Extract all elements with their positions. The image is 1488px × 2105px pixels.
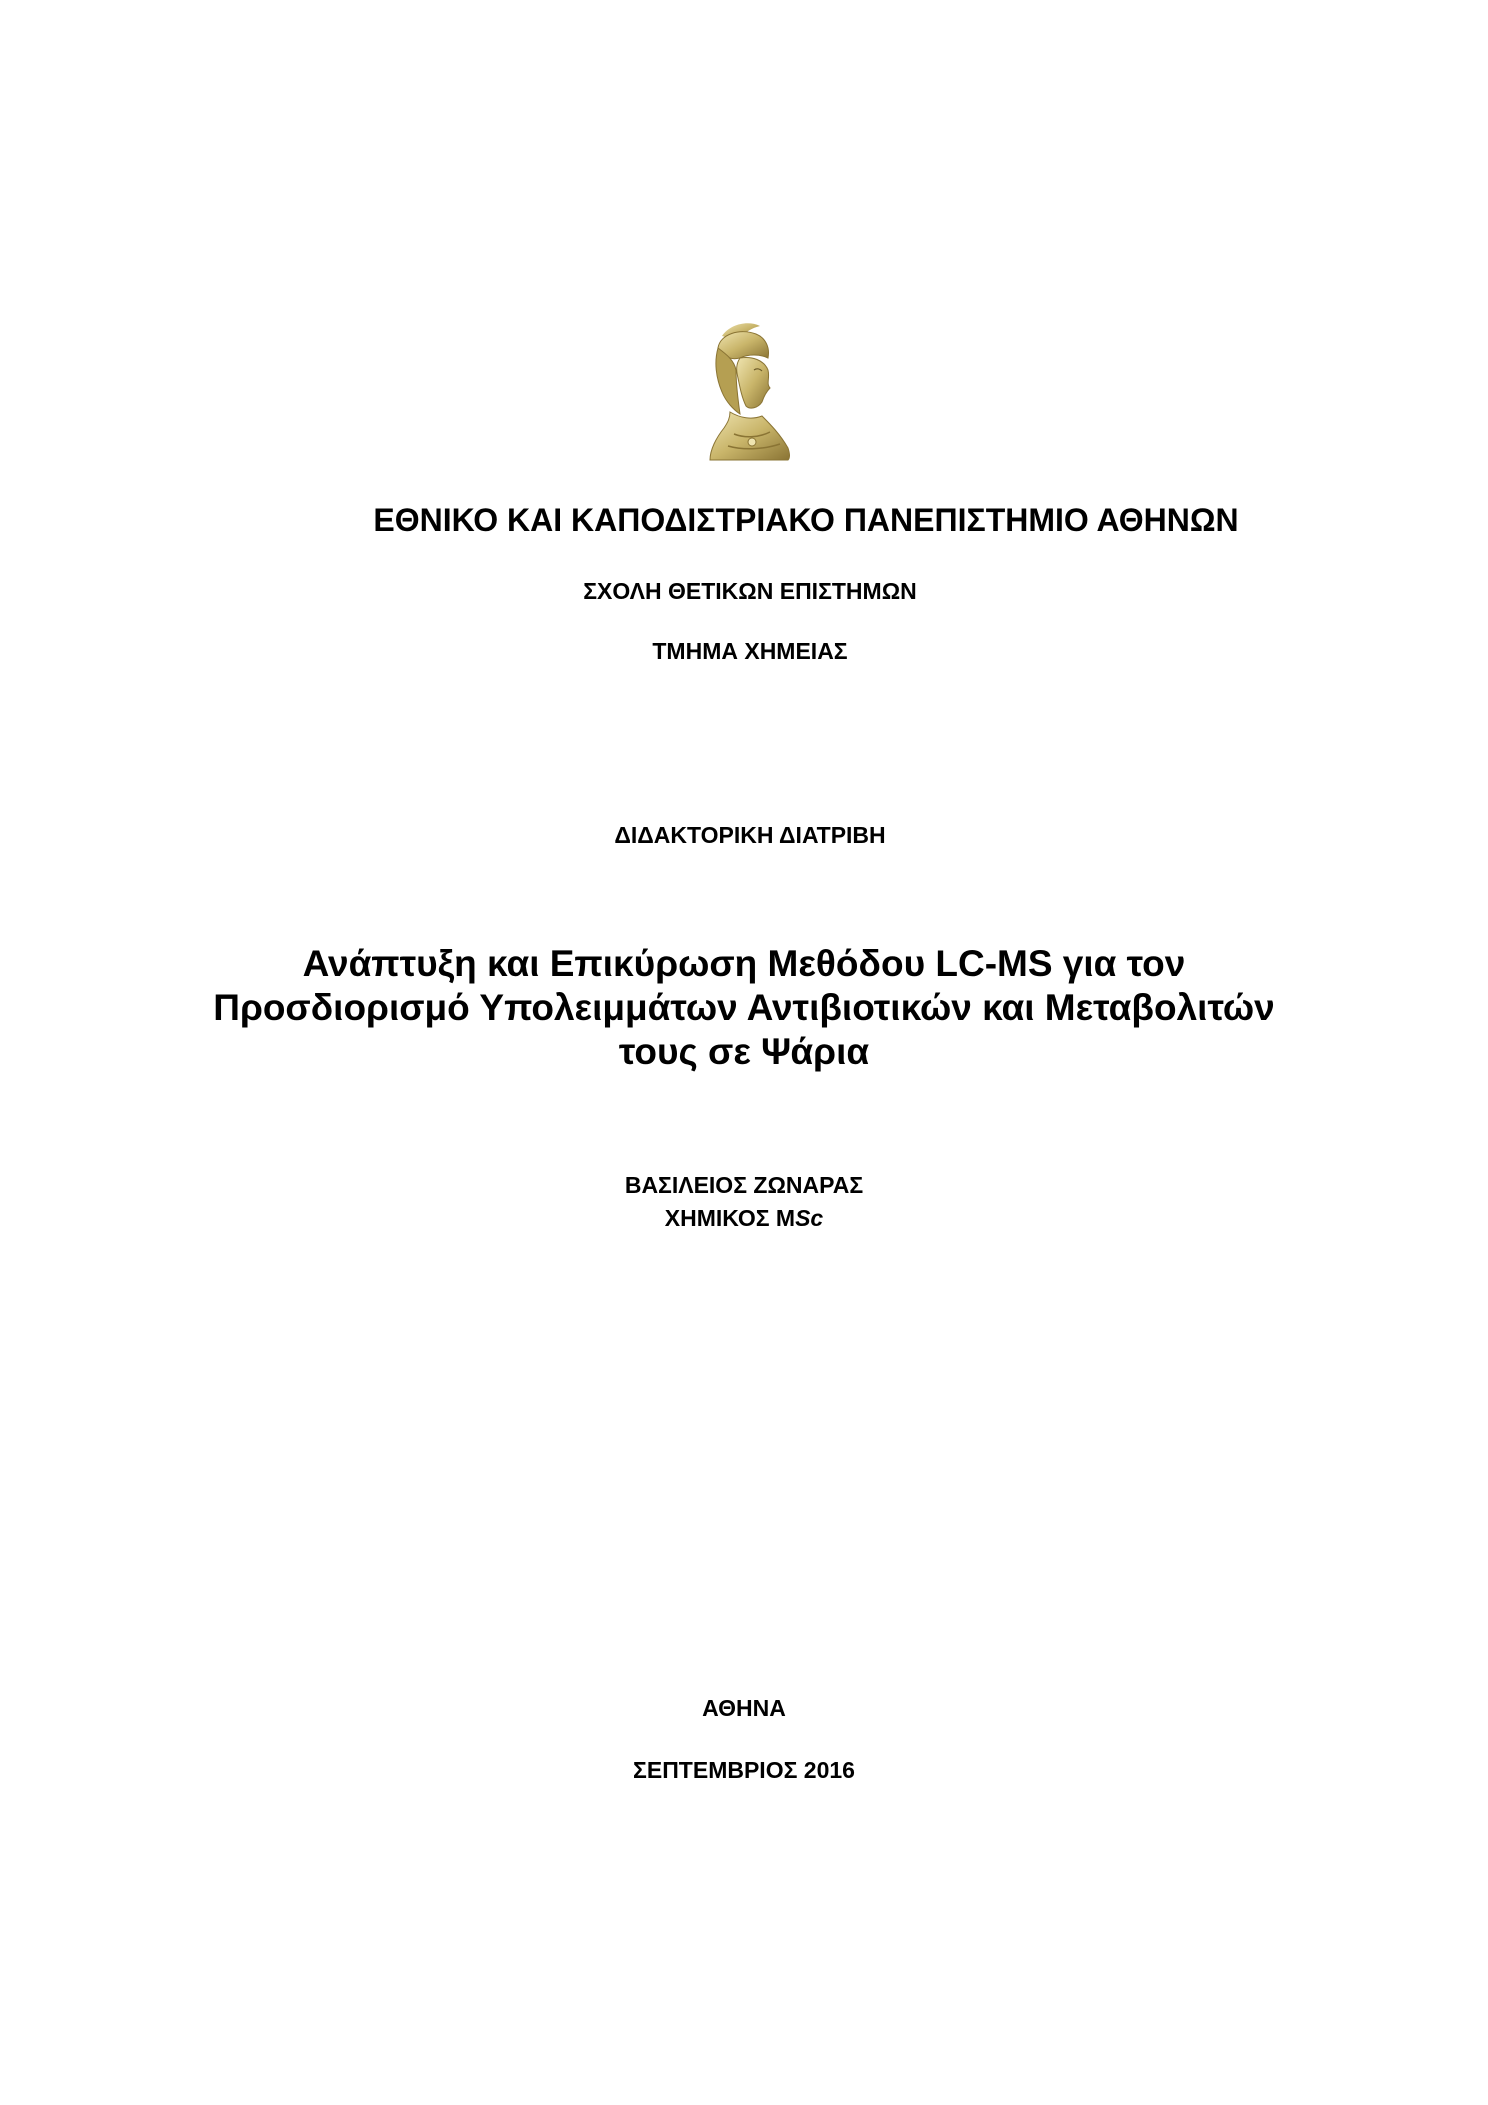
thesis-title-line: τους σε Ψάρια <box>618 1031 870 1072</box>
department-name: ΤΜΗΜΑ ΧΗΜΕΙΑΣ <box>652 638 848 664</box>
author-degree <box>0 1205 1488 1232</box>
thesis-title-line: Ανάπτυξη και Επικύρωση Μεθόδου LC-MS για τον <box>302 943 1186 984</box>
athena-head-emblem-icon <box>700 318 796 462</box>
university-name: ΕΘΝΙΚΟ ΚΑΙ ΚΑΠΟΔΙΣΤΡΙΑΚΟ ΠΑΝΕΠΙΣΤΗΜΙΟ ΑΘΗΝΩΝ <box>373 502 1239 538</box>
school-name: ΣΧΟΛΗ ΘΕΤΙΚΩΝ ΕΠΙΣΤΗΜΩΝ <box>583 578 917 604</box>
document-type: ΔΙΔΑΚΤΟΡΙΚΗ ΔΙΑΤΡΙΒΗ <box>614 822 886 848</box>
thesis-title-line: Προσδιορισμό Υπολειμμάτων Αντιβιοτικών και Μεταβολιτών <box>213 987 1275 1028</box>
city: ΑΘΗΝΑ <box>702 1695 786 1721</box>
author-degree-suffix: Sc <box>795 1205 824 1231</box>
date: ΣΕΠΤΕΜΒΡΙΟΣ 2016 <box>633 1757 855 1783</box>
author-degree-prefix: ΧΗΜΙΚΟΣ M <box>664 1205 796 1231</box>
thesis-title <box>0 942 1488 1074</box>
author-name: ΒΑΣΙΛΕΙΟΣ ΖΩΝΑΡΑΣ <box>624 1172 864 1198</box>
